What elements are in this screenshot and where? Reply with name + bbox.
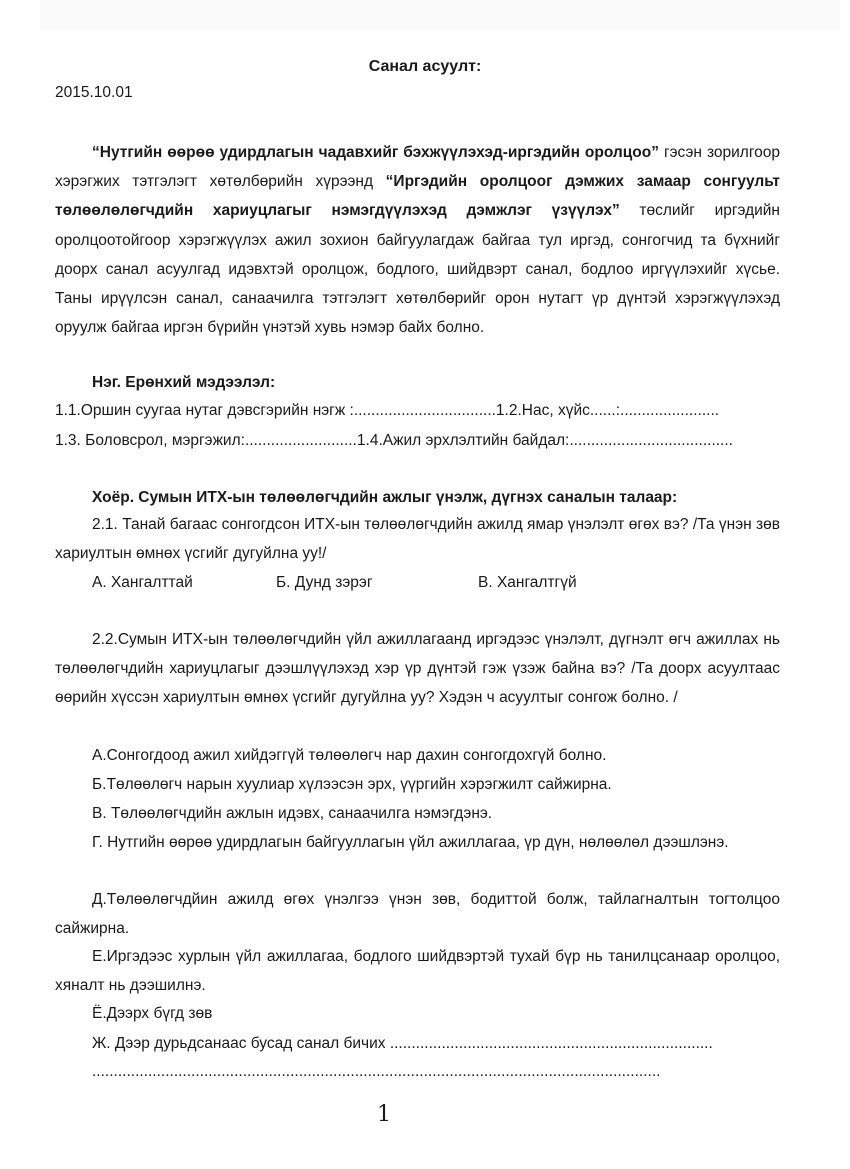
q2-option-b-text: Б.Төлөөлөгч нарын хуулиар хүлээсэн эрх, үүргийн хэрэгжилт сайжирна. bbox=[92, 776, 612, 793]
q2-option-a-text: А.Сонгогдоод ажил хийдэггүй төлөөлөгч нар дахин сонгогдохгүй болно. bbox=[92, 747, 607, 764]
q2-option-d-text: Г. Нутгийн өөрөө удирдлагын байгууллагын үйл ажиллагаа, үр дүн, нөлөөлөл дээшлэнэ. bbox=[92, 834, 729, 851]
q1-option-c: В. Хангалтгүй bbox=[478, 574, 577, 591]
q2-option-c bbox=[55, 799, 780, 828]
q2-option-d bbox=[55, 828, 780, 857]
q1-option-a: А. Хангалттай bbox=[92, 574, 193, 591]
document-title: Санал асуулт: bbox=[368, 58, 482, 75]
q2-option-g-text: Ё.Дээрх бүгд зөв bbox=[92, 1005, 213, 1022]
question-2-2-text: 2.2.Сумын ИТХ-ын төлөөлөгчдийн үйл ажиллагаанд иргэдээс үнэлэлт, дүгнэлт өгч ажиллах нь төлөөлөгчдийн хариуцлагыг дээшлүүлэхэд хэр үр дүнтэй гэж үзэж байна вэ? /Та доорх асуултаас өөрийн хүссэн хариултын өмнөх үсгийг дугуйлна уу? Хэдэн ч асуултыг сонгож болно. / bbox=[55, 631, 780, 707]
intro-paragraph bbox=[55, 138, 780, 342]
scan-shadow bbox=[40, 0, 840, 30]
answer-blank-line: .................................................................................................................................... bbox=[92, 1063, 661, 1080]
q2-option-c-text: В. Төлөөлөгчдийн ажлын идэвх, санаачилга нэмэгдэнэ. bbox=[92, 805, 493, 822]
section1-line-1: 1.1.Оршин суугаа нутаг дэвсгэрийн нэгж :.................................1.2.Нас, хүйс......:....................... bbox=[55, 402, 720, 419]
page-number: 1 bbox=[377, 1102, 391, 1127]
section1-heading: Нэг. Ерөнхий мэдээлэл: bbox=[92, 374, 276, 391]
q2-option-b bbox=[55, 770, 780, 799]
q2-option-f bbox=[55, 942, 780, 1000]
q2-option-a bbox=[55, 741, 780, 770]
question-2-2 bbox=[55, 625, 780, 713]
intro-text-2: төслийг иргэдийн оролцоотойгоор хэрэгжүүлэх ажил зохион байгуулагдаж байгаа тул иргэд, сонгогчид та бүхнийг доорх санал асуулгад идэвхтэй оролцож, бодлого, шийдвэрт санал, бодлоо иргүүлэхийг хүсье. Таны ирүүлсэн санал, санаачилга тэтгэлэгт хөтөлбөрийг орон нутагт үр дүнтэй хэрэгжүүлэхэд оруулж байгаа иргэн бүрийн үнэтэй хувь нэмэр байх болно. bbox=[55, 202, 780, 337]
q2-option-e bbox=[55, 885, 780, 943]
q2-option-h: Ж. Дээр дурьдсанаас бусад санал бичих ........................................................................... bbox=[92, 1035, 713, 1052]
document-date: 2015.10.01 bbox=[55, 84, 133, 101]
question-2-1 bbox=[55, 510, 780, 568]
q2-option-f-text: Е.Иргэдээс хурлын үйл ажиллагаа, бодлого шийдвэртэй тухай бүр нь танилцсанаар оролцоо, хяналт нь дээшилнэ. bbox=[55, 948, 780, 995]
q2-option-g bbox=[55, 999, 780, 1028]
intro-text-1: гэсэн зорилгоор хэрэгжих тэтгэлэгт хөтөлбөрийн хүрээнд bbox=[55, 144, 780, 191]
intro-bold-1: “Нутгийн өөрөө удирдлагын чадавхийг бэхжүүлэхэд-иргэдийн оролцоо” bbox=[92, 144, 659, 161]
question-2-1-text: 2.1. Танай багаас сонгогдсон ИТХ-ын төлөөлөгчдийн ажилд ямар үнэлэлт өгөх вэ? /Та үнэн зөв хариултын өмнөх үсгийг дугуйлна уу!/ bbox=[55, 516, 780, 563]
intro-bold-2: “Иргэдийн оролцоог дэмжих замаар сонгуульт төлөөлөлөгчдийн хариуцлагыг нэмэгдүүлэхэд дэмжлэг үзүүлэх” bbox=[55, 173, 780, 220]
q2-option-e-text: Д.Төлөөлөгчдйин ажилд өгөх үнэлгээ үнэн зөв, бодиттой болж, тайлагналтын тогтолцоо сайжирна. bbox=[55, 891, 780, 938]
q1-option-b: Б. Дунд зэрэг bbox=[276, 574, 373, 591]
section2-heading: Хоёр. Сумын ИТХ-ын төлөөлөгчдийн ажлыг үнэлж, дүгнэх саналын талаар: bbox=[92, 489, 678, 506]
section1-line-2: 1.3. Боловсрол, мэргэжил:..........................1.4.Ажил эрхлэлтийн байдал:...................................... bbox=[55, 432, 733, 449]
